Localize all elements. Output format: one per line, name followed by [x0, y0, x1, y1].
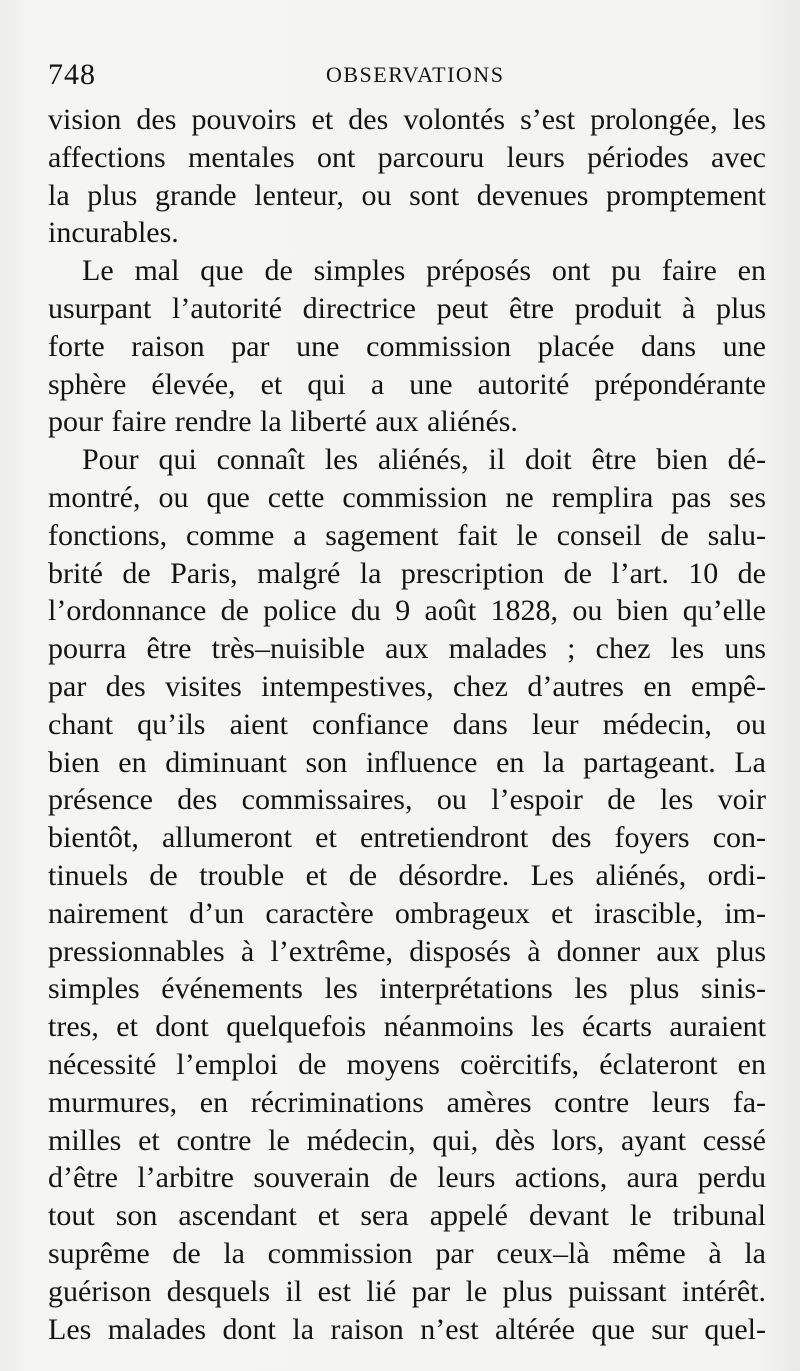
text-line: pourra être très–nuisible aux malades ; chez les uns [48, 632, 766, 666]
text-line: usurpant l’autorité directrice peut être produit à plus [48, 291, 766, 325]
text-line: la plus grande lenteur, ou sont devenues promptement [48, 178, 766, 212]
page-header [48, 58, 768, 94]
text-line: tinuels de trouble et de désordre. Les aliénés, ordi- [48, 858, 766, 892]
text-line: sphère élevée, et qui a une autorité prépondérante [48, 367, 766, 401]
text-line: par des visites intempestives, chez d’autres en empê- [48, 669, 766, 703]
text-line: Le mal que de simples préposés ont pu faire en [82, 254, 766, 288]
text-line: pour faire rendre la liberté aux aliénés. [48, 405, 518, 439]
text-line: brité de Paris, malgré la prescription de l’art. 10 de [48, 556, 766, 590]
text-line: chant qu’ils aient confiance dans leur médecin, ou [48, 707, 766, 741]
text-line: montré, ou que cette commission ne remplira pas ses [48, 480, 766, 514]
text-line: l’ordonnance de police du 9 août 1828, ou bien qu’elle [48, 594, 766, 628]
text-line: suprême de la commission par ceux–là même à la [48, 1236, 766, 1270]
text-line: fonctions, comme a sagement fait le conseil de salu- [48, 518, 766, 552]
text-line: présence des commissaires, ou l’espoir de les voir [48, 783, 766, 817]
text-line: affections mentales ont parcouru leurs périodes avec [48, 140, 766, 174]
running-head: OBSERVATIONS [326, 62, 505, 87]
text-line: Les malades dont la raison n’est altérée que sur quel- [48, 1312, 766, 1346]
text-line: d’être l’arbitre souverain de leurs actions, aura perdu [48, 1161, 766, 1195]
text-line: simples événements les interprétations les plus sinis- [48, 972, 766, 1006]
text-line: nairement d’un caractère ombrageux et irascible, im- [48, 896, 766, 930]
text-line: forte raison par une commission placée dans une [48, 329, 766, 363]
text-line: incurables. [48, 216, 179, 250]
text-line: vision des pouvoirs et des volontés s’est prolongée, les [48, 103, 766, 136]
text-line: guérison desquels il est lié par le plus puissant intérêt. [48, 1274, 766, 1308]
text-line: bien en diminuant son influence en la partageant. La [48, 745, 766, 779]
page-body [48, 101, 766, 1348]
text-line: milles et contre le médecin, qui, dès lors, ayant cessé [48, 1123, 766, 1157]
text-line: tres, et dont quelquefois néanmoins les écarts auraient [48, 1010, 766, 1044]
text-line: nécessité l’emploi de moyens coërcitifs, éclateront en [48, 1047, 766, 1081]
text-line: bientôt, allumeront et entretiendront des foyers con- [48, 821, 766, 855]
text-line: pressionnables à l’extrême, disposés à donner aux plus [48, 934, 766, 968]
text-line: murmures, en récriminations amères contre leurs fa- [48, 1085, 766, 1119]
text-line: tout son ascendant et sera appelé devant le tribunal [48, 1199, 766, 1233]
page-number: 748 [48, 58, 96, 91]
text-line: Pour qui connaît les aliénés, il doit être bien dé- [82, 443, 766, 477]
